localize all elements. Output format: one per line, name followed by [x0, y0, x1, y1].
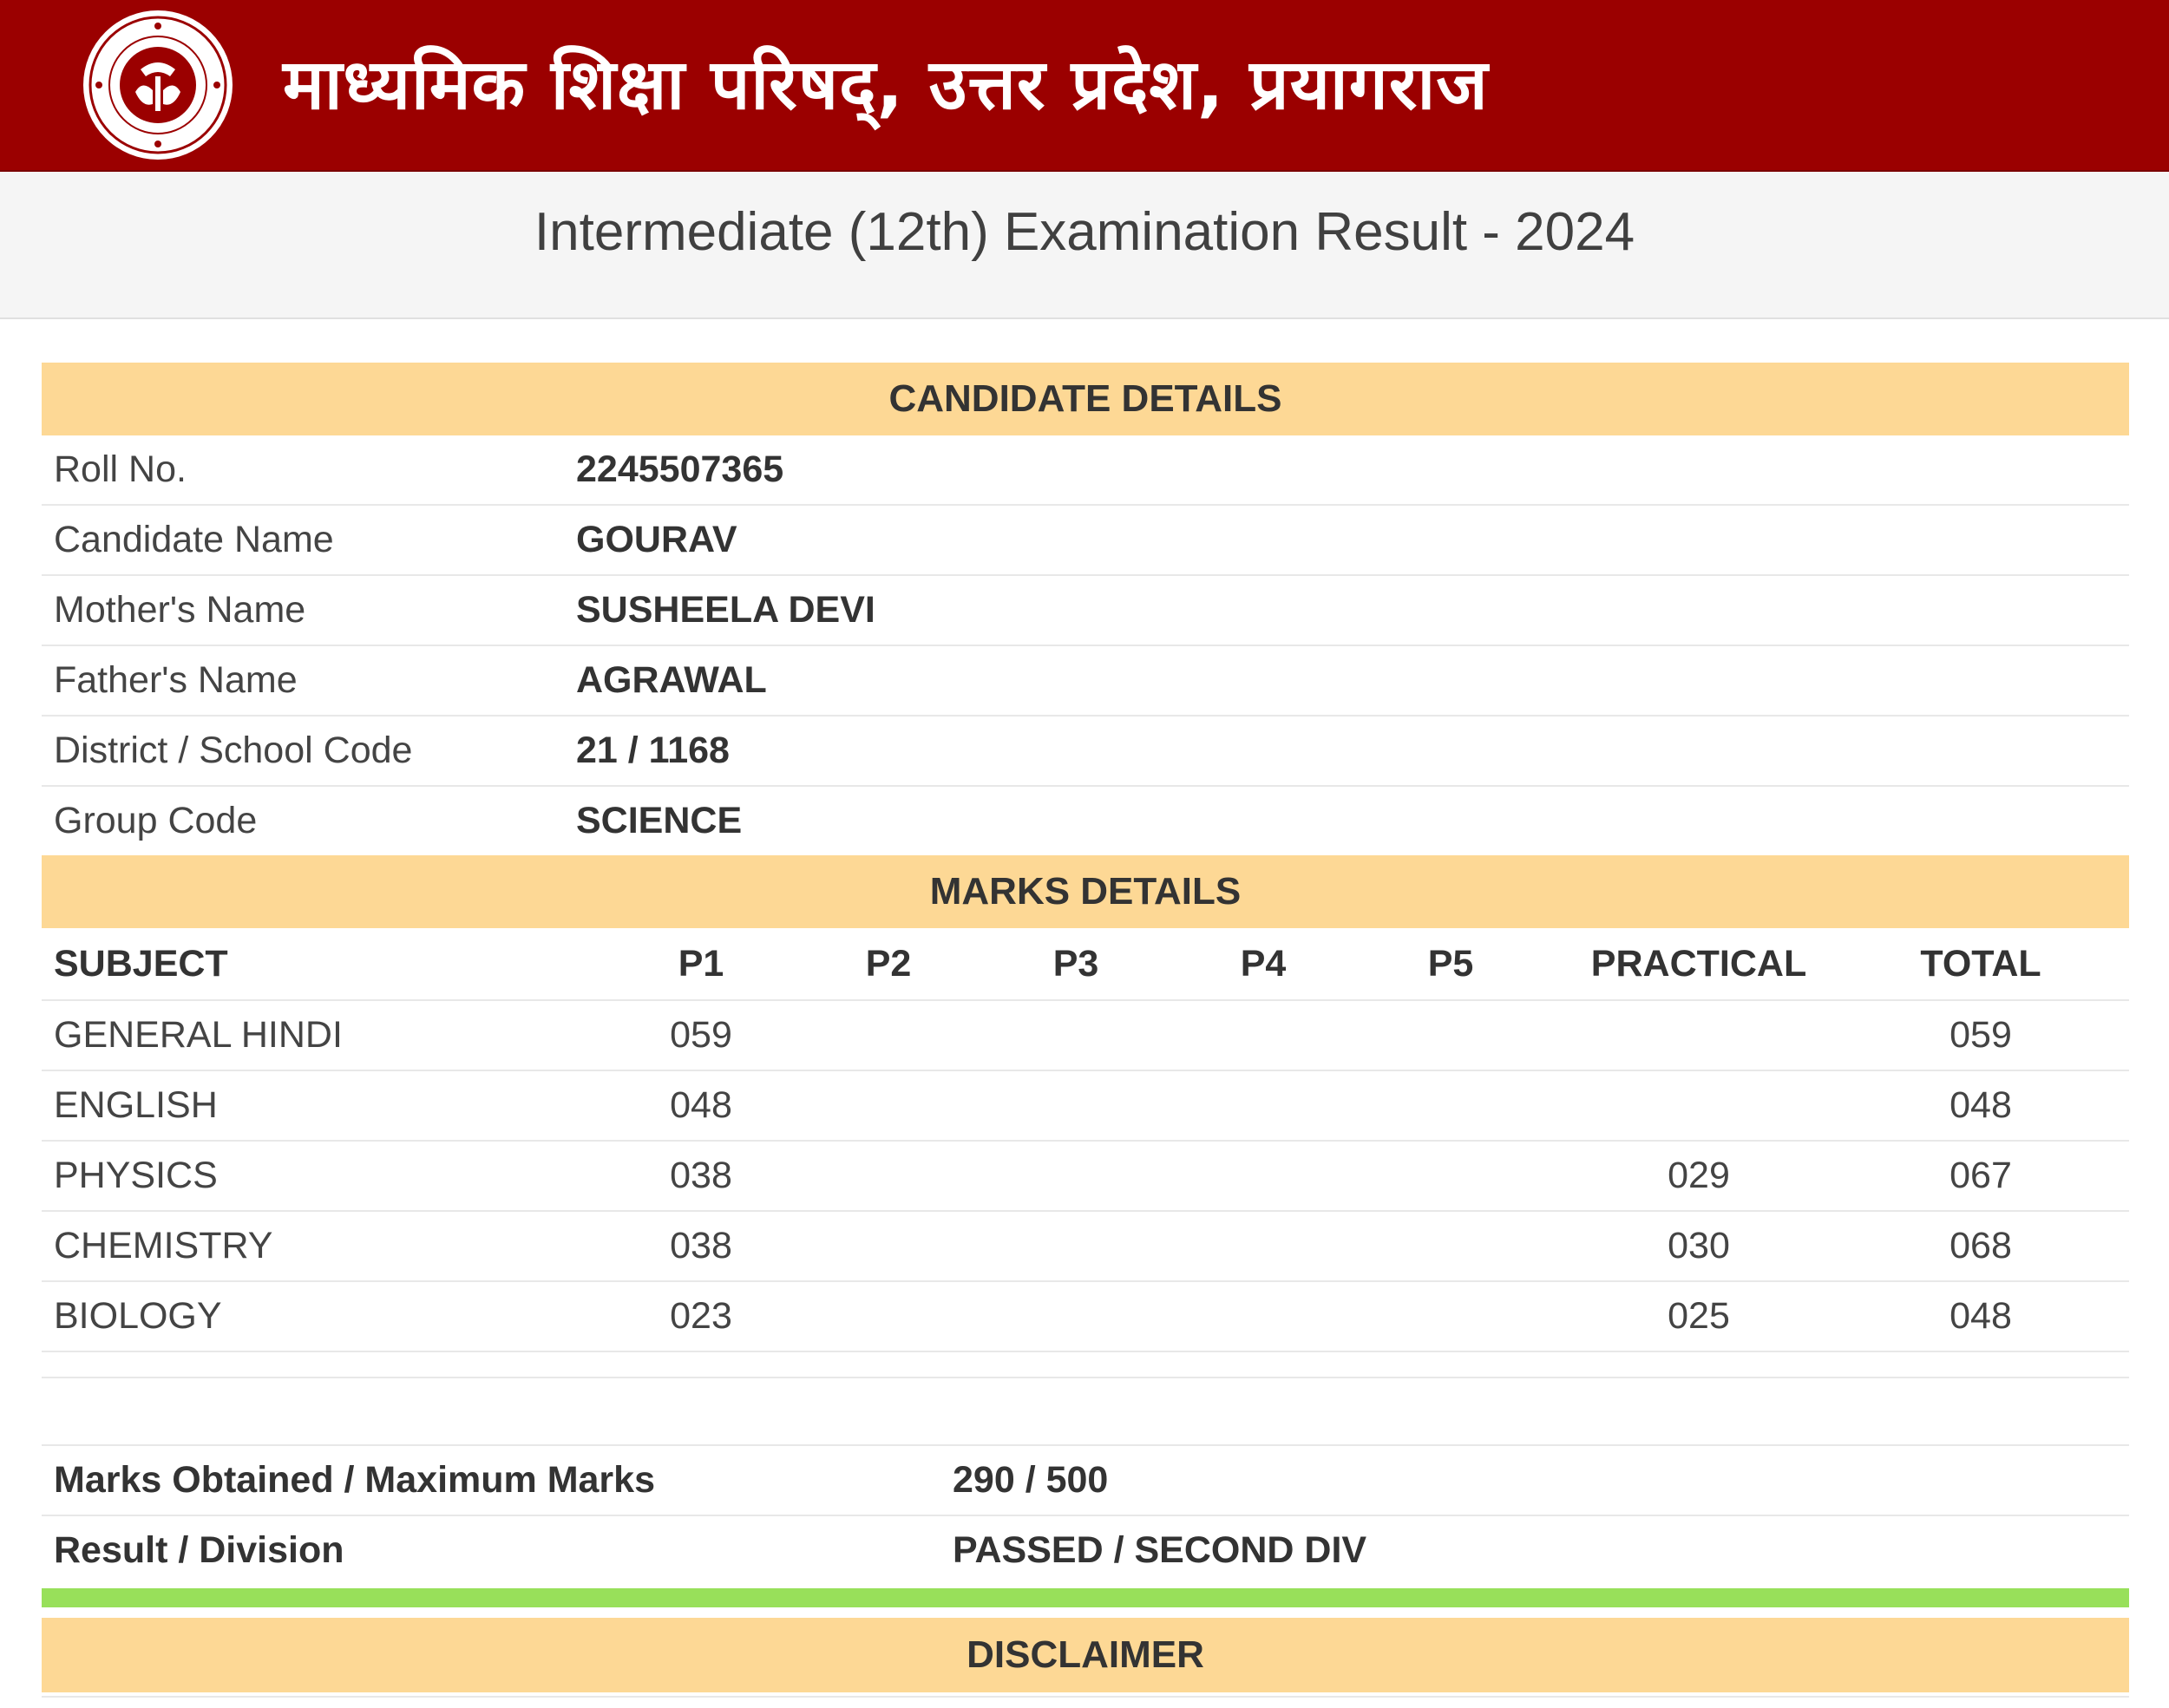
- group-code-label: Group Code: [54, 800, 258, 841]
- p1-cell: 038: [670, 1225, 732, 1266]
- col-p1: P1: [678, 943, 724, 985]
- section-gap: [42, 1378, 2129, 1446]
- p1-cell: 048: [670, 1084, 732, 1126]
- up-government-emblem-icon: [80, 7, 236, 163]
- total-cell: 067: [1949, 1155, 2012, 1196]
- table-row: [42, 1071, 2129, 1142]
- exam-title-bar: [0, 172, 2169, 319]
- p1-cell: 038: [670, 1155, 732, 1196]
- subject-cell: PHYSICS: [54, 1155, 218, 1196]
- total-cell: 068: [1949, 1225, 2012, 1266]
- disclaimer-heading: DISCLAIMER: [42, 1618, 2129, 1692]
- site-header: [0, 0, 2169, 172]
- col-subject: SUBJECT: [54, 943, 228, 985]
- father-name-value: AGRAWAL: [576, 659, 767, 701]
- pass-status-bar: [42, 1588, 2129, 1607]
- total-cell: 048: [1949, 1084, 2012, 1126]
- candidate-details-heading: CANDIDATE DETAILS: [42, 363, 2129, 435]
- practical-cell: 029: [1668, 1155, 1730, 1196]
- table-row: [42, 1001, 2129, 1071]
- exam-title: Intermediate (12th) Examination Result - 2024: [534, 202, 1635, 262]
- subject-cell: GENERAL HINDI: [54, 1014, 343, 1056]
- col-p2: P2: [865, 943, 912, 985]
- board-title: माध्यमिक शिक्षा परिषद्, उत्तर प्रदेश, प्रयागराज: [283, 44, 1489, 125]
- group-code-value: SCIENCE: [576, 800, 743, 841]
- marks-obtained-value: 290 / 500: [953, 1459, 1109, 1501]
- candidate-row-district-school: [42, 717, 2129, 787]
- result-division-label: Result / Division: [54, 1529, 344, 1571]
- col-p5: P5: [1427, 943, 1474, 985]
- col-total: TOTAL: [1920, 943, 2041, 985]
- subject-cell: BIOLOGY: [54, 1295, 222, 1337]
- district-school-label: District / School Code: [54, 730, 413, 771]
- marks-details-heading: MARKS DETAILS: [42, 855, 2129, 928]
- total-cell: 059: [1949, 1014, 2012, 1056]
- result-division-value: PASSED / SECOND DIV: [953, 1529, 1367, 1571]
- subject-cell: CHEMISTRY: [54, 1225, 273, 1266]
- marks-obtained-row: [42, 1446, 2129, 1516]
- result-division-row: [42, 1516, 2129, 1585]
- table-row: [42, 1282, 2129, 1352]
- practical-cell: 025: [1668, 1295, 1730, 1337]
- roll-no-label: Roll No.: [54, 448, 187, 490]
- table-row: [42, 1212, 2129, 1282]
- candidate-row-father-name: [42, 646, 2129, 717]
- candidate-name-label: Candidate Name: [54, 519, 334, 560]
- subject-cell: ENGLISH: [54, 1084, 218, 1126]
- total-cell: 048: [1949, 1295, 2012, 1337]
- candidate-row-group-code: [42, 787, 2129, 855]
- practical-cell: 030: [1668, 1225, 1730, 1266]
- marks-table-header: [42, 928, 2129, 1001]
- roll-no-value: 2245507365: [576, 448, 784, 490]
- district-school-value: 21 / 1168: [576, 730, 730, 771]
- candidate-name-value: GOURAV: [576, 519, 737, 560]
- p1-cell: 023: [670, 1295, 732, 1337]
- col-p4: P4: [1240, 943, 1287, 985]
- p1-cell: 059: [670, 1014, 732, 1056]
- candidate-row-mother-name: [42, 576, 2129, 646]
- divider: [42, 1692, 2129, 1698]
- result-card: [42, 363, 2129, 1698]
- candidate-row-name: [42, 506, 2129, 576]
- table-row: [42, 1142, 2129, 1212]
- col-p3: P3: [1052, 943, 1099, 985]
- father-name-label: Father's Name: [54, 659, 298, 701]
- marks-obtained-label: Marks Obtained / Maximum Marks: [54, 1459, 655, 1501]
- mother-name-label: Mother's Name: [54, 589, 306, 631]
- col-practical: PRACTICAL: [1590, 943, 1807, 985]
- mother-name-value: SUSHEELA DEVI: [576, 589, 875, 631]
- table-spacer-row: [42, 1352, 2129, 1378]
- candidate-row-roll-no: [42, 435, 2129, 506]
